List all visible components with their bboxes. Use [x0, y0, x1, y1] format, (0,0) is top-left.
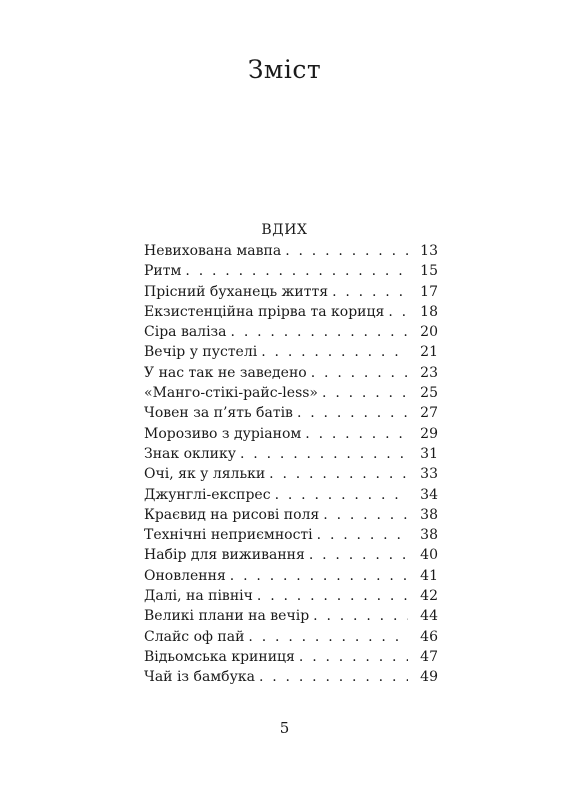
toc-entry	[144, 282, 438, 302]
toc-entry	[144, 383, 438, 403]
toc-entry-page: 23	[420, 364, 438, 381]
dot-leader	[299, 647, 408, 667]
dot-leader	[297, 403, 408, 423]
toc-entry-title: Набір для виживання	[144, 547, 305, 564]
toc-entry-page: 17	[420, 283, 438, 300]
toc-entry-page: 44	[420, 608, 438, 625]
dot-leader	[311, 363, 408, 383]
toc-entry-page: 34	[420, 486, 438, 503]
dot-leader	[322, 383, 408, 403]
toc-entry	[144, 525, 438, 545]
dot-leader	[305, 424, 408, 444]
dot-leader	[323, 505, 408, 525]
toc-entry	[144, 667, 438, 687]
dot-leader	[248, 627, 408, 647]
toc-entry-title: Сіра валіза	[144, 324, 227, 341]
dot-leader	[185, 261, 408, 281]
toc-entry-title: Джунглі-експрес	[144, 486, 271, 503]
toc-entry-page: 27	[420, 405, 438, 422]
dot-leader	[261, 342, 408, 362]
toc-entry	[144, 647, 438, 667]
toc-entry-page: 13	[420, 243, 438, 259]
toc-entry-title: Очі, як у ляльки	[144, 466, 266, 483]
toc-entry-page: 31	[420, 445, 438, 462]
toc-entry	[144, 342, 438, 362]
toc-entry	[144, 444, 438, 464]
toc-entry	[144, 627, 438, 647]
toc-entry-title: Екзистенційна прірва та кориця	[144, 303, 385, 320]
dot-leader	[275, 485, 408, 505]
toc-entry-page: 47	[420, 648, 438, 665]
toc-entry	[144, 464, 438, 484]
toc-entry-page: 20	[420, 324, 438, 341]
toc-entry-title: Прісний буханець життя	[144, 283, 329, 300]
dot-leader	[257, 586, 408, 606]
toc-entry-page: 33	[420, 466, 438, 483]
toc-entry-page: 21	[420, 344, 438, 361]
toc-entry	[144, 261, 438, 281]
dot-leader	[285, 241, 408, 261]
toc-entry-title: Морозиво з дуріаном	[144, 425, 302, 442]
dot-leader	[317, 525, 408, 545]
toc-entry-page: 15	[420, 263, 438, 280]
dot-leader	[240, 444, 408, 464]
toc-entry	[144, 403, 438, 423]
toc-entry-title: Оновлення	[144, 567, 226, 584]
dot-leader	[332, 282, 408, 302]
dot-leader	[230, 566, 408, 586]
toc-entry-page: 41	[420, 567, 438, 584]
toc-entry-title: Краєвид на рисові поля	[144, 506, 320, 523]
toc-entry	[144, 322, 438, 342]
toc-entry-page: 25	[420, 385, 438, 402]
toc-entry-title: Знак оклику	[144, 445, 236, 462]
dot-leader	[309, 545, 408, 565]
page-title: Зміст	[247, 55, 322, 84]
toc-entry-page: 38	[420, 506, 438, 523]
toc-entry	[144, 424, 438, 444]
dot-leader	[313, 606, 408, 626]
toc-entry	[144, 302, 438, 322]
toc-entry-title: Далі, на північ	[144, 588, 253, 605]
toc-entry-page: 46	[420, 628, 438, 645]
toc-entry	[144, 545, 438, 565]
toc-entry-title: Слайс оф пай	[144, 628, 245, 645]
toc-entry-title: Човен за п’ять батів	[144, 405, 293, 422]
toc-entry-title: Великі плани на вечір	[144, 608, 310, 625]
toc-entry	[144, 505, 438, 525]
toc-entry-title: Технічні неприємності	[144, 527, 313, 544]
dot-leader	[388, 302, 408, 322]
dot-leader	[259, 667, 408, 687]
toc-entry-page: 38	[420, 527, 438, 544]
toc-entry-title: Невихована мавпа	[144, 243, 282, 259]
toc-entry	[144, 241, 438, 261]
toc-entry-page: 18	[420, 303, 438, 320]
toc-entry-title: Відьомська криниця	[144, 648, 295, 665]
toc-entry-title: Вечір у пустелі	[144, 344, 258, 361]
dot-leader	[231, 322, 408, 342]
toc-entry	[144, 363, 438, 383]
toc-entry	[144, 606, 438, 626]
toc-entry-title: Ритм	[144, 263, 182, 280]
page-number: 5	[279, 719, 290, 737]
toc-entry-page: 42	[420, 588, 438, 605]
table-of-contents	[144, 241, 438, 688]
toc-entry-page: 40	[420, 547, 438, 564]
toc-entry	[144, 566, 438, 586]
toc-entry	[144, 586, 438, 606]
toc-entry-page: 29	[420, 425, 438, 442]
toc-entry	[144, 485, 438, 505]
toc-entry-page: 49	[420, 669, 438, 686]
toc-entry-title: «Манго-стікі-райс-less»	[144, 385, 319, 402]
toc-entry-title: У нас так не заведено	[144, 364, 307, 381]
dot-leader	[269, 464, 408, 484]
toc-entry-title: Чай із бамбука	[144, 669, 255, 686]
section-heading: ВДИХ	[261, 222, 308, 238]
